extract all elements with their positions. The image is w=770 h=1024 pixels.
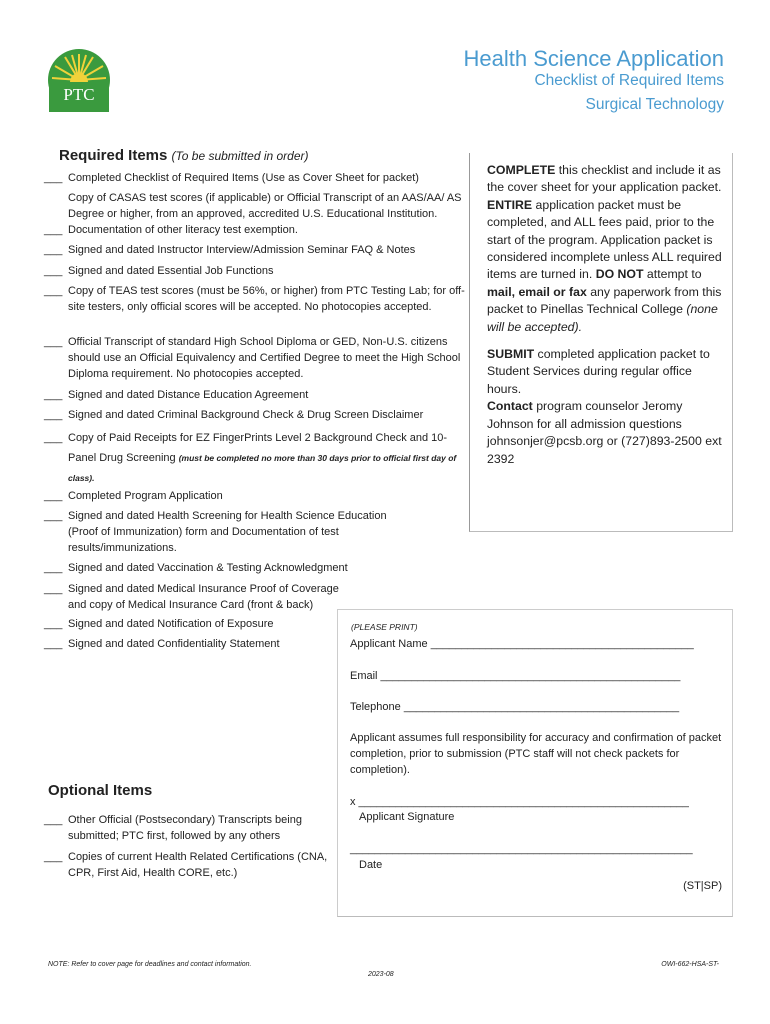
required-item	[44, 581, 354, 613]
checkbox-blank[interactable]: ___	[44, 814, 63, 826]
instr-text: any paperwork from this packet to Pinellas Technical College	[487, 284, 722, 317]
checkbox-blank[interactable]: ___	[44, 618, 63, 630]
checkbox-blank[interactable]: ___	[44, 432, 63, 444]
instr-text: attempt to	[643, 267, 702, 282]
required-item	[44, 488, 466, 504]
required-item	[44, 560, 466, 576]
required-item-note: (must be completed no more than 30 days prior to official first day of class).	[68, 453, 457, 483]
required-item-text: Signed and dated Notification of Exposure	[68, 618, 274, 630]
program-code: (ST|SP)	[683, 880, 722, 892]
required-item-text: Signed and dated Vaccination & Testing Acknowledgment	[68, 562, 348, 574]
checkbox-blank[interactable]: ___	[44, 562, 63, 574]
instr-text: this checklist and include it as the cover sheet for your application packet.	[487, 163, 722, 195]
required-item-text: Official Transcript of standard High School Diploma or GED, Non-U.S. citizens should use an Official Equivalency and Certified Degree to meet the High School Diploma requirement. No photocopies accepted.	[68, 336, 461, 380]
optional-item-text: Copies of current Health Related Certifications (CNA, CPR, First Aid, Health CORE, etc.)	[68, 851, 328, 879]
required-item	[44, 263, 466, 279]
optional-items-heading: Optional Items	[48, 782, 153, 799]
required-heading-note: (To be submitted in order)	[171, 149, 309, 163]
checkbox-blank[interactable]: ___	[44, 224, 63, 236]
required-item	[44, 428, 466, 488]
required-item	[44, 190, 466, 238]
telephone-field[interactable]: Telephone _____________________________________________	[350, 701, 680, 713]
required-item-text: Copy of CASAS test scores (if applicable) or Official Transcript of an AAS/AA/ AS Degree or higher, from an approved, accredited U.S. Educational Institution. Documentation of other literacy test exemption.	[68, 192, 462, 236]
checkbox-blank[interactable]: ___	[44, 638, 63, 650]
required-item-text: Copy of TEAS test scores (must be 56%, or higher) from PTC Testing Lab; for off-site testers, only official scores will be accepted. No photocopies accepted.	[68, 285, 465, 313]
checkbox-blank[interactable]: ___	[44, 510, 63, 522]
checkbox-blank[interactable]: ___	[44, 409, 63, 421]
required-item-text: Signed and dated Criminal Background Check & Drug Screen Disclaimer	[68, 409, 424, 421]
responsibility-disclaimer: Applicant assumes full responsibility for accuracy and confirmation of packet completion, prior to submission (PTC staff will not check packets for completion).	[350, 732, 722, 776]
required-item-text: Signed and dated Instructor Interview/Admission Seminar FAQ & Notes	[68, 244, 416, 256]
instr-submit: SUBMIT	[487, 347, 535, 362]
required-item-text: Signed and dated Health Screening for Health Science Education (Proof of Immunization) form and Documentation of test results/immunizations.	[68, 510, 387, 554]
required-item-text: Completed Program Application	[68, 490, 223, 502]
instr-text: completed application packet to Student Services during regular office hours.	[487, 347, 710, 396]
please-print-label: (PLEASE PRINT)	[351, 622, 418, 632]
required-item	[44, 170, 466, 186]
signature-field[interactable]: x ______________________________________________________	[350, 796, 689, 808]
applicant-name-field[interactable]: Applicant Name ___________________________________________	[350, 638, 694, 650]
required-item	[44, 283, 466, 315]
date-field[interactable]: ________________________________________________________	[350, 843, 693, 855]
checkbox-blank[interactable]: ___	[44, 490, 63, 502]
signature-label: Applicant Signature	[359, 811, 455, 823]
instr-complete: COMPLETE	[487, 163, 556, 177]
email-field[interactable]: Email _________________________________________________	[350, 670, 681, 682]
optional-item	[44, 812, 334, 844]
required-item-text: Copy of Paid Receipts for EZ FingerPrints Level 2 Background Check and 10-Panel Drug Screening	[68, 432, 448, 464]
ptc-logo	[47, 48, 111, 112]
logo-text: PTC	[63, 85, 95, 104]
checkbox-blank[interactable]: ___	[44, 285, 63, 297]
optional-item	[44, 849, 334, 881]
instr-contact-text: program counselor Jeromy Johnson for all admission questions johnsonjer@pcsb.org or (727)893-2500 ext 2392	[487, 399, 722, 466]
required-item	[44, 334, 466, 382]
required-item-text: Signed and dated Distance Education Agreement	[68, 389, 309, 401]
instr-do-not: DO NOT	[595, 267, 644, 282]
required-item-text: Signed and dated Medical Insurance Proof of Coverage and copy of Medical Insurance Card (front & back)	[68, 583, 339, 611]
instructions-text	[487, 162, 727, 478]
required-item	[44, 636, 334, 652]
checkbox-blank[interactable]: ___	[44, 583, 63, 595]
instr-mail-email-fax: mail, email or fax	[487, 284, 587, 299]
required-item-text: Signed and dated Essential Job Functions	[68, 265, 274, 277]
date-label: Date	[359, 859, 383, 871]
required-item-text: Completed Checklist of Required Items (Use as Cover Sheet for packet)	[68, 172, 419, 184]
instr-entire: ENTIRE	[487, 197, 533, 212]
instr-contact: Contact	[487, 399, 533, 414]
instr-text: application packet must be completed, and ALL fees paid, prior to the start of the program. Application packet is considered incomplete unless ALL required items are turned in.	[487, 197, 722, 282]
required-items-heading	[59, 147, 309, 164]
optional-item-text: Other Official (Postsecondary) Transcripts being submitted; PTC first, followed by any others	[68, 814, 302, 842]
page-subtitle: Checklist of Required Items	[534, 72, 724, 89]
page-title: Health Science Application	[463, 46, 724, 71]
required-item-text: Signed and dated Confidentiality Statement	[68, 638, 280, 650]
required-item	[44, 407, 466, 423]
checkbox-blank[interactable]: ___	[44, 265, 63, 277]
checkbox-blank[interactable]: ___	[44, 172, 63, 184]
required-item	[44, 508, 414, 556]
checkbox-blank[interactable]: ___	[44, 851, 63, 863]
required-heading-text: Required Items	[59, 147, 168, 164]
instr-none-accepted: (none will be accepted).	[487, 302, 718, 334]
required-item	[44, 242, 466, 258]
footer-note: NOTE: Refer to cover page for deadlines and contact information.	[48, 961, 252, 968]
checkbox-blank[interactable]: ___	[44, 389, 63, 401]
form-date: 2023-08	[368, 971, 394, 978]
form-code: OWI-662-HSA-ST-	[661, 961, 719, 968]
checkbox-blank[interactable]: ___	[44, 336, 63, 348]
required-item	[44, 616, 334, 632]
required-item	[44, 387, 466, 403]
checkbox-blank[interactable]: ___	[44, 244, 63, 256]
program-name: Surgical Technology	[585, 96, 724, 113]
